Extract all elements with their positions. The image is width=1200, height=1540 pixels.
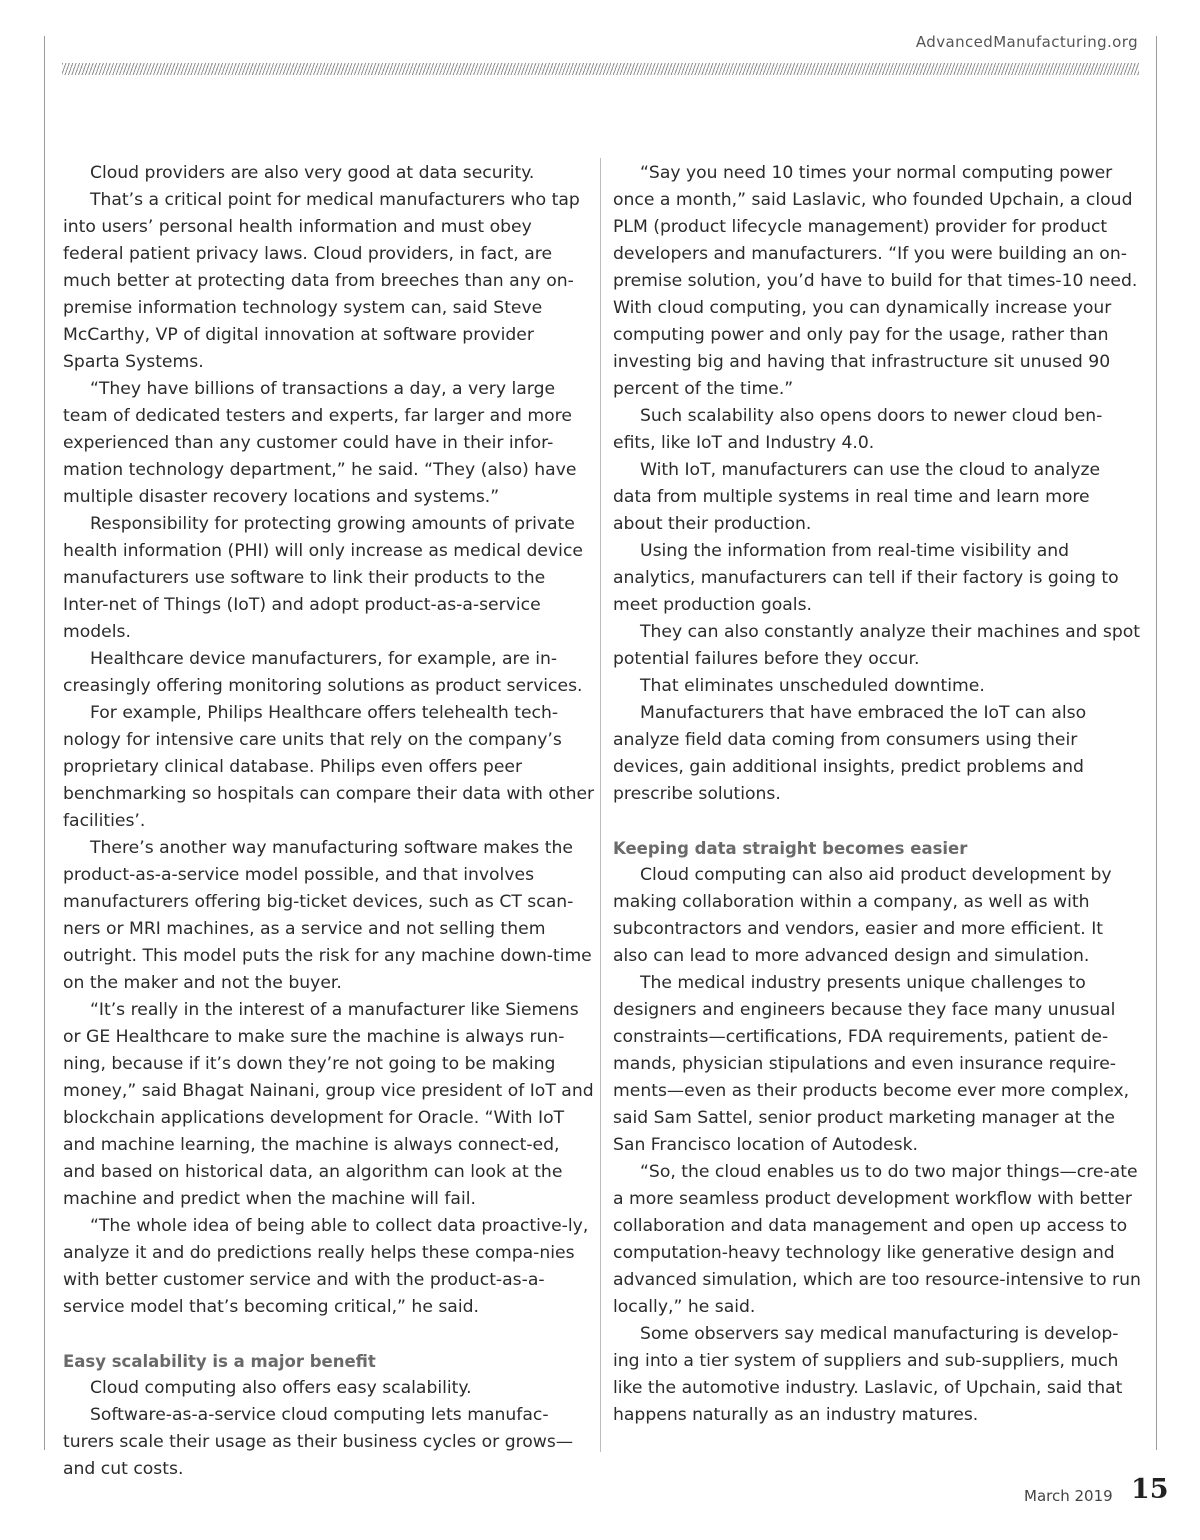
paragraph: Software-as-a-service cloud computing lets manufac-turers scale their usage as their business cycles or grows—and cut costs.	[63, 1405, 574, 1479]
page-number: 15	[1131, 1474, 1169, 1505]
paragraph: There’s another way manufacturing software makes the product-as-a-service model possible, and that involves manufacturers offering big-ticket devices, such as CT scan-ners or MRI machines, as a service and not selling them outright. This model puts the risk for any machine down-time on the maker and not the buyer.	[63, 838, 592, 993]
header-hatch-band	[62, 63, 1139, 75]
paragraph: “It’s really in the interest of a manufacturer like Siemens or GE Healthcare to make sure the machine is always run-ning, because if it’s down they’re not going to be making money,” said Bhagat Nainani, group vice president of IoT and blockchain applications development for Oracle. “With IoT and machine learning, the machine is always connect-ed, and based on historical data, an algorithm can look at the machine and predict when the machine will fail.	[63, 1000, 594, 1209]
paragraph: The medical industry presents unique challenges to designers and engineers because they face many unusual constraints—certifications, FDA requirements, patient de-mands, physician stipulations and even insurance require-ments—even as their products become ever more complex, said Sam Sattel, senior product marketing manager at the San Francisco location of Autodesk.	[613, 973, 1130, 1155]
paragraph: Some observers say medical manufacturing is develop-ing into a tier system of suppliers and sub-suppliers, much like the automotive industry. Laslavic, of Upchain, said that happens naturally as an industry matures.	[613, 1324, 1123, 1425]
site-url: AdvancedManufacturing.org	[915, 33, 1138, 51]
paragraph: Such scalability also opens doors to newer cloud ben-efits, like IoT and Industry 4.0.	[613, 406, 1103, 453]
paragraph: “The whole idea of being able to collect data proactive-ly, analyze it and do predictions really helps these compa-nies with better customer service and with the product-as-a-service model that’s becoming critical,” he said.	[63, 1216, 589, 1317]
paragraph: That’s a critical point for medical manufacturers who tap into users’ personal health information and must obey federal patient privacy laws. Cloud providers, in fact, are much better at protecting data from breeches than any on-premise information technology system can, said Steve McCarthy, VP of digital innovation at software provider Sparta Systems.	[63, 190, 580, 372]
paragraph: Manufacturers that have embraced the IoT can also analyze field data coming from consumers using their devices, gain additional insights, predict problems and prescribe solutions.	[613, 703, 1087, 804]
left-margin-rule	[44, 36, 45, 1450]
paragraph: Cloud computing also offers easy scalability.	[90, 1378, 472, 1398]
right-margin-rule	[1156, 36, 1157, 1450]
right-column	[613, 160, 1143, 1429]
paragraph: “Say you need 10 times your normal computing power once a month,” said Laslavic, who founded Upchain, a cloud PLM (product lifecycle management) provider for product developers and manufacturers. “If you were building an on-premise solution, you’d have to build for that times-10 need. With cloud computing, you can dynamically increase your computing power and only pay for the usage, rather than investing big and having that infrastructure sit unused 90 percent of the time.”	[613, 163, 1138, 399]
left-column	[63, 160, 595, 1483]
column-divider	[600, 158, 601, 1452]
paragraph: Healthcare device manufacturers, for example, are in-creasingly offering monitoring solutions as product services.	[63, 649, 583, 696]
paragraph: For example, Philips Healthcare offers telehealth tech-nology for intensive care units that rely on the company’s proprietary clinical database. Philips even offers peer benchmarking so hospitals can compare their data with other facilities’.	[63, 703, 595, 831]
paragraph: “So, the cloud enables us to do two major things—cre-ate a more seamless product development workflow with better collaboration and data management and open up access to computation-heavy technology like generative design and advanced simulation, which are too resource-intensive to run locally,” he said.	[613, 1162, 1141, 1317]
paragraph: Cloud computing can also aid product development by making collaboration within a company, as well as with subcontractors and vendors, easier and more efficient. It also can lead to more advanced design and simulation.	[613, 865, 1112, 966]
section-heading: Easy scalability is a major benefit	[63, 1352, 376, 1371]
paragraph: Responsibility for protecting growing amounts of private health information (PHI) will only increase as medical device manufacturers use software to link their products to the Inter-net of Things (IoT) and adopt product-as-a-service models.	[63, 514, 583, 642]
paragraph: That eliminates unscheduled downtime.	[640, 676, 985, 696]
paragraph: They can also constantly analyze their machines and spot potential failures before they occur.	[613, 622, 1140, 669]
issue-date: March 2019	[1024, 1487, 1113, 1505]
paragraph: Cloud providers are also very good at data security.	[90, 163, 535, 183]
paragraph: Using the information from real-time visibility and analytics, manufacturers can tell if their factory is going to meet production goals.	[613, 541, 1119, 615]
section-heading: Keeping data straight becomes easier	[613, 839, 968, 858]
paragraph: With IoT, manufacturers can use the cloud to analyze data from multiple systems in real time and learn more about their production.	[613, 460, 1101, 534]
paragraph: “They have billions of transactions a day, a very large team of dedicated testers and experts, far larger and more experienced than any customer could have in their infor-mation technology department,” he said. “They (also) have multiple disaster recovery locations and systems.”	[63, 379, 577, 507]
